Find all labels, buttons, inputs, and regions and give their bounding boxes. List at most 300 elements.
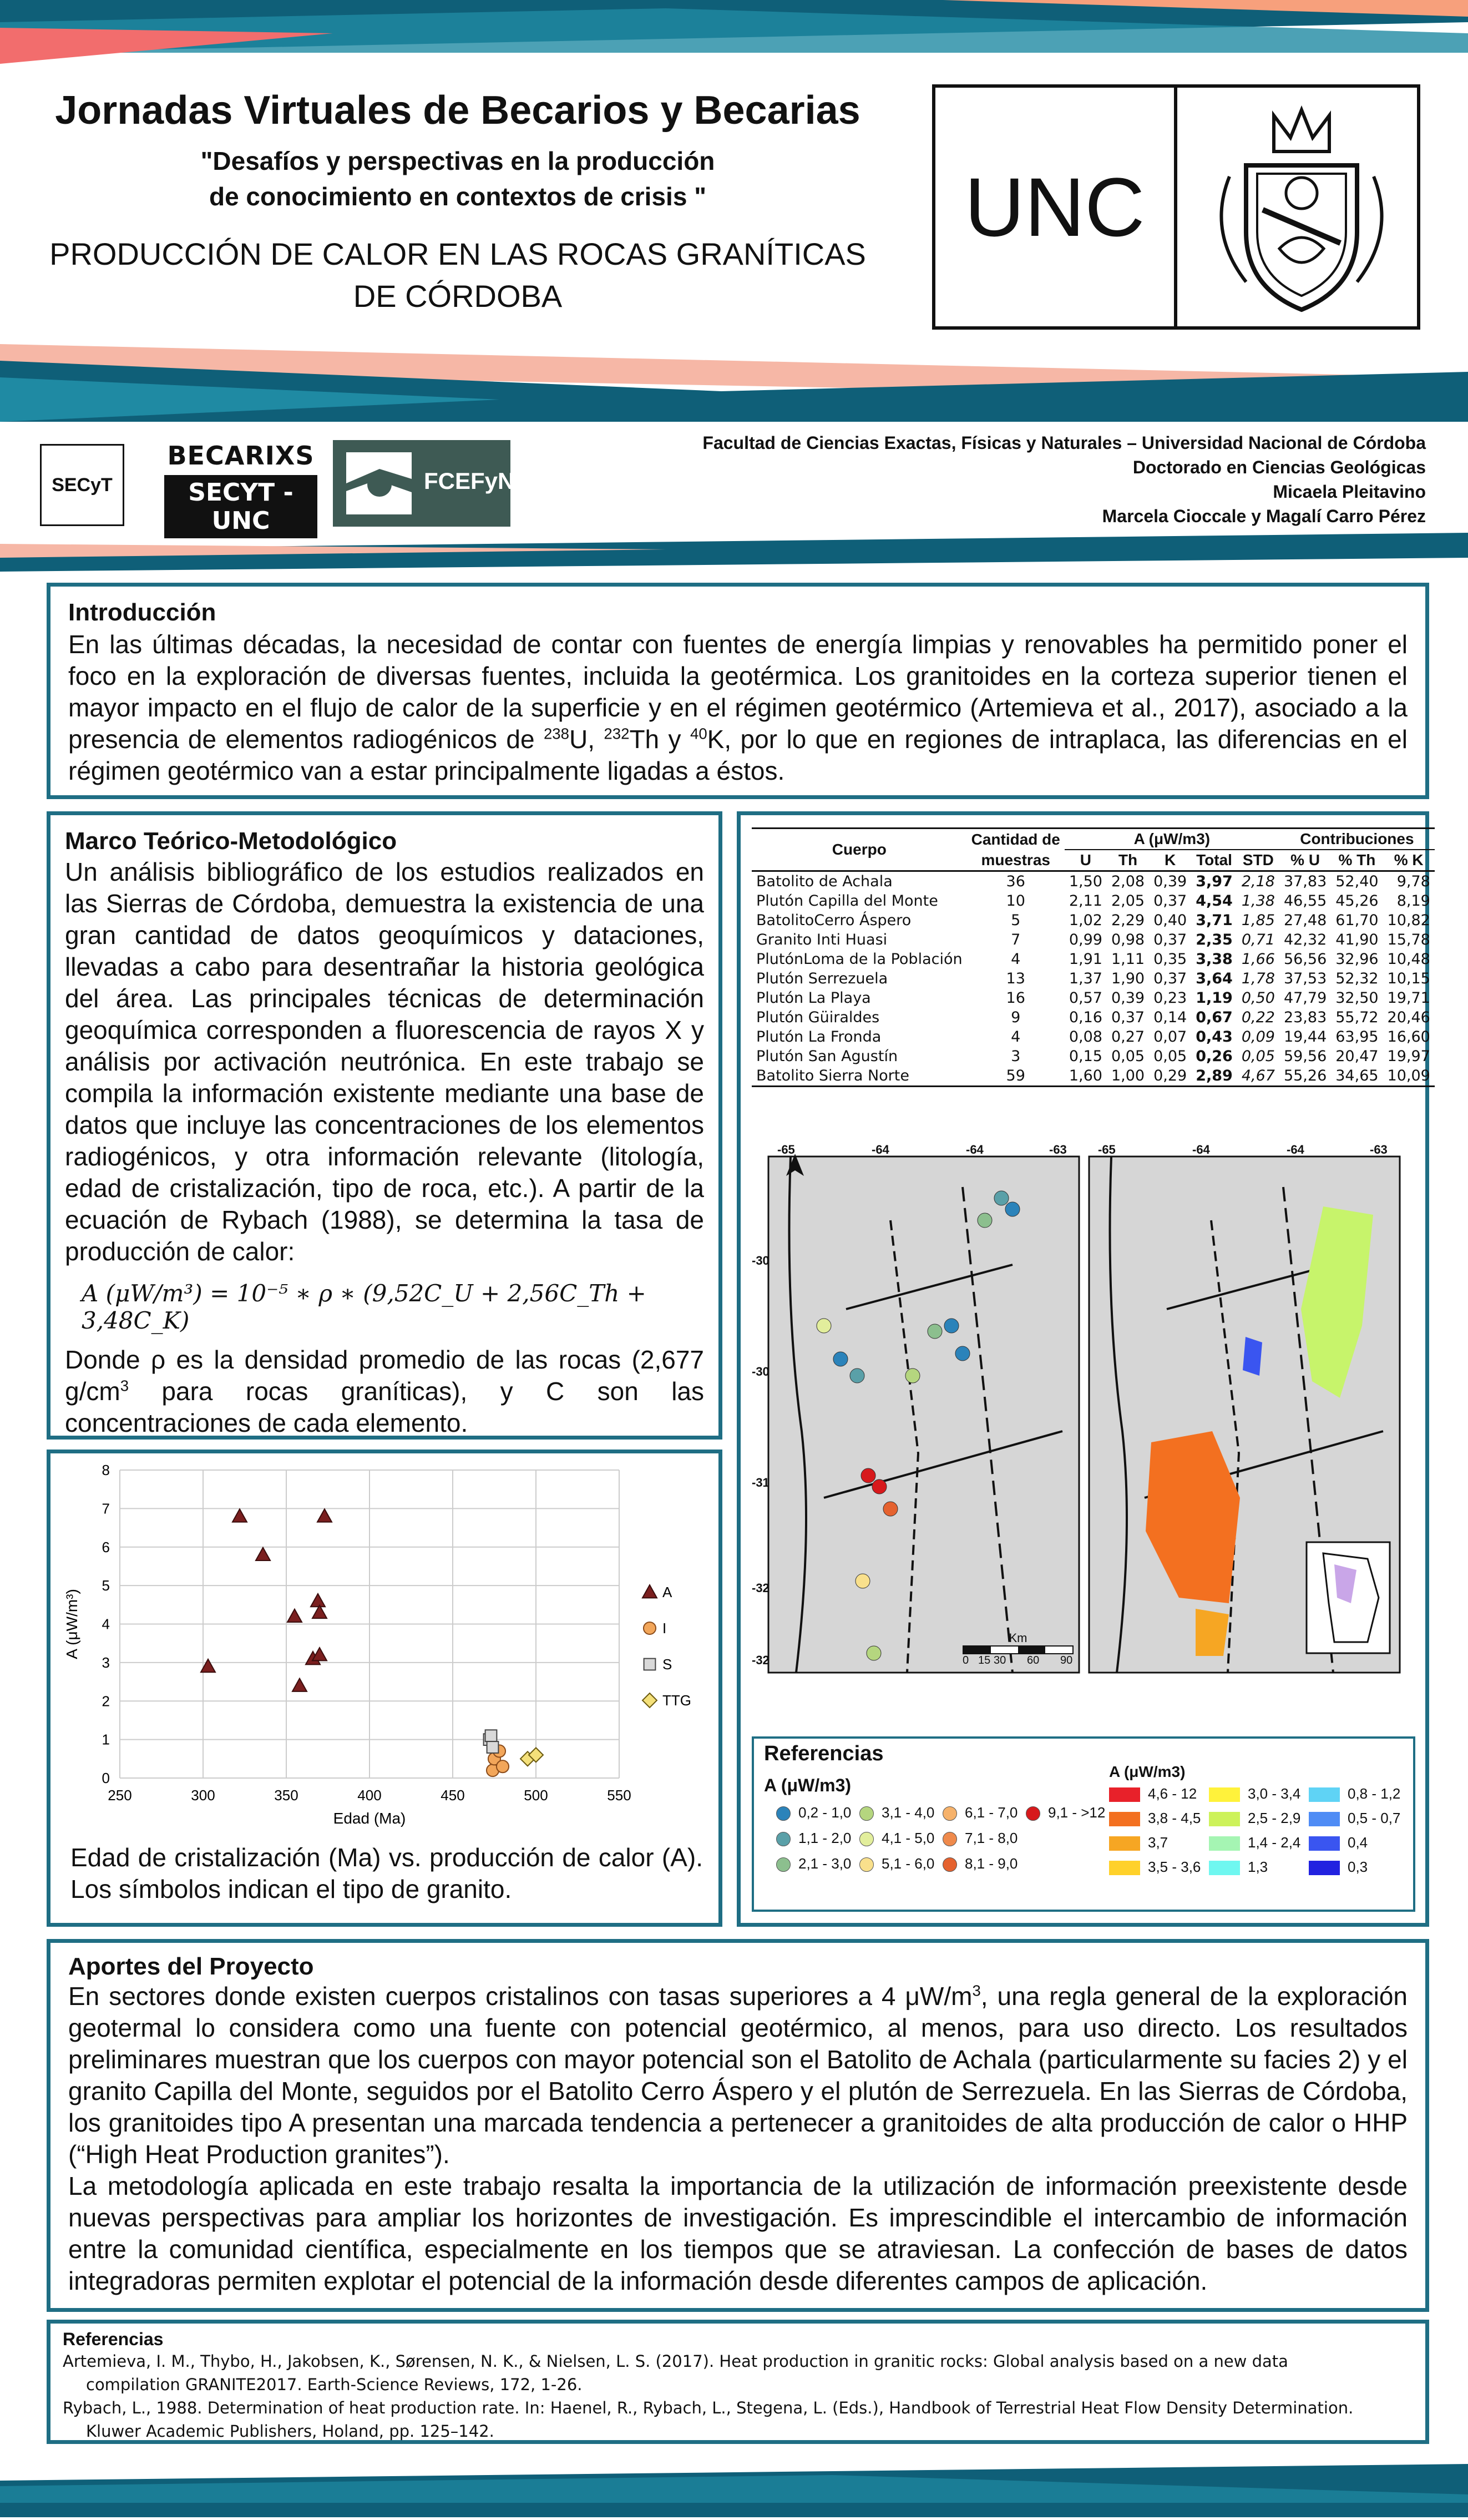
cell-th: 1,90 (1111, 970, 1145, 987)
cell-pu: 23,83 (1283, 1009, 1327, 1026)
cell-u: 0,08 (1069, 1028, 1102, 1046)
lon-label: -63 (1370, 1143, 1388, 1157)
unc-logo (932, 84, 1420, 330)
legend-left-item (776, 1804, 851, 1821)
col-pk: % K (1394, 851, 1424, 868)
y-tick-label: 8 (102, 1462, 110, 1478)
col-pu: % U (1290, 851, 1320, 868)
x-tick-label: 400 (357, 1787, 382, 1804)
scale-tick: 30 (994, 1654, 1006, 1666)
col-contrib: Contribuciones (1279, 829, 1435, 850)
cell-std: 0,09 (1241, 1028, 1275, 1046)
reference-2 (63, 2396, 1413, 2443)
cell-pk: 10,15 (1387, 970, 1430, 987)
cell-pth: 52,32 (1335, 970, 1379, 987)
aportes-text-2: La metodología aplicada en este trabajo resalta la importancia de la utilización de información preexistente desde nuevas perspectivas para ampliar los horizontes de investigación. Es imprescindible el intercambio de información entre la comunidad científica, especialmente en los tiempos que se atraviesan. La confección de bases de datos integradoras permiten explotar el potencial de la información desde diferentes campos de aplicación. (68, 2171, 1408, 2295)
legend-label: 0,2 - 1,0 (798, 1804, 852, 1821)
legend-right-title: A (μW/m3) (1109, 1763, 1186, 1780)
cell-std: 0,71 (1241, 931, 1275, 948)
legend-left-title: A (μW/m3) (764, 1775, 852, 1795)
cell-k: 0,29 (1153, 1067, 1187, 1084)
cell-count: 10 (1006, 892, 1025, 910)
fcefyn-emblem-icon (346, 452, 412, 514)
legend-label: 3,5 - 3,6 (1148, 1859, 1201, 1875)
legend-dot-icon (776, 1857, 791, 1872)
lon-label: -64 (872, 1143, 889, 1157)
lon-label: -64 (966, 1143, 984, 1157)
cell-u: 1,02 (1069, 912, 1102, 929)
data-point (256, 1548, 270, 1561)
marco-text: Un análisis bibliográfico de los estudios realizados en las Sierras de Córdoba, demuestra la existencia de una gran cantidad de datos geoquímicos y dataciones, llevadas a cabo para desentrañar la historia geológica del área. Las principales técnicas de determinación geoquímica corresponden a fluorescencia de rayos X y análisis por activación neutrónica. En este trabajo se compila la información existente mediante una base de datos que incluye las concentraciones de los elementos radiogénicos, y otra información relevante (litología, edad de cristalización, tipo de roca, etc.). A partir de la ecuación de Rybach (1988), se determina la tasa de producción de calor: (65, 857, 704, 1266)
cell-k: 0,37 (1153, 892, 1187, 910)
legend-swatch-icon (1209, 1836, 1240, 1851)
cell-total: 3,64 (1196, 970, 1233, 987)
reference-1 (63, 2350, 1413, 2396)
aportes-panel (47, 1939, 1429, 2312)
cell-std: 0,50 (1241, 989, 1275, 1007)
cell-th: 0,98 (1111, 931, 1145, 948)
legend-label: 3,8 - 4,5 (1148, 1810, 1201, 1826)
cell-pu: 55,26 (1283, 1067, 1327, 1084)
cell-pu: 56,56 (1283, 951, 1327, 968)
col-muestras: muestras (981, 851, 1050, 868)
y-tick-label: 1 (102, 1731, 110, 1748)
cell-th: 2,08 (1111, 873, 1145, 890)
cell-std: 1,38 (1241, 892, 1275, 910)
cell-std: 0,05 (1241, 1048, 1275, 1065)
legend-label: 8,1 - 9,0 (965, 1855, 1018, 1872)
cell-u: 1,50 (1069, 873, 1102, 890)
subtitle-line-2: de conocimiento en contextos de crisis " (209, 182, 707, 211)
cell-pu: 47,79 (1283, 989, 1327, 1007)
lon-label: -65 (777, 1143, 795, 1157)
legend-dot-icon (943, 1857, 957, 1872)
legend-label: 4,6 - 12 (1148, 1785, 1197, 1802)
cell-k: 0,39 (1153, 873, 1187, 890)
mid-decor (0, 339, 1468, 422)
map-legend-title: Referencias (764, 1742, 884, 1765)
cell-total: 1,19 (1196, 989, 1233, 1007)
lon-labels-right (1098, 1143, 1398, 1156)
legend-dot-icon (776, 1806, 791, 1821)
legend-label: 1,3 (1248, 1859, 1268, 1875)
maps-svg (752, 1143, 1415, 1698)
legend-marker (644, 1622, 656, 1634)
event-title: Jornadas Virtuales de Becarios y Becarias (55, 88, 860, 133)
cell-pth: 34,65 (1335, 1067, 1379, 1084)
cell-std: 2,18 (1241, 873, 1275, 890)
info-bottom-decor (0, 533, 1468, 572)
legend-marker (642, 1693, 657, 1708)
cell-pu: 27,48 (1283, 912, 1327, 929)
marco-text-2a: Donde ρ es la densidad promedio de las rocas (2,677 g/cm (65, 1345, 704, 1406)
data-point (287, 1609, 302, 1622)
cell-total: 2,35 (1196, 931, 1233, 948)
legend-swatch-icon (1209, 1861, 1240, 1875)
intro-sup-k: 40 (690, 725, 707, 743)
legend-label: 1,1 - 2,0 (798, 1830, 852, 1846)
legend-left-item (859, 1804, 934, 1821)
cell-th: 0,37 (1111, 1009, 1145, 1026)
y-tick-label: 0 (102, 1770, 110, 1786)
cell-pk: 10,82 (1387, 912, 1430, 929)
legend-right-item (1209, 1810, 1300, 1827)
chart-caption: Edad de cristalización (Ma) vs. producción de calor (A). Los símbolos indican el tipo de granito. (70, 1843, 703, 1903)
becarixs-text: BECARIXS (167, 441, 315, 471)
legend-right-item (1109, 1834, 1168, 1851)
legend-dot-icon (943, 1806, 957, 1821)
cell-count: 4 (1011, 951, 1021, 968)
cell-name: Plutón La Playa (756, 989, 871, 1007)
cell-total: 3,71 (1196, 912, 1233, 929)
cell-pth: 55,72 (1335, 1009, 1379, 1026)
legend-dot-icon (943, 1832, 957, 1846)
data-point (487, 1741, 499, 1753)
legend-dot-icon (776, 1832, 791, 1846)
references-title: Referencias (63, 2329, 164, 2349)
legend-left-item (943, 1830, 1018, 1847)
legend-marker (642, 1585, 657, 1598)
scatter-chart (50, 1453, 718, 1836)
reference-1-line-2: compilation GRANITE2017. Earth-Science Reviews, 172, 1-26. (86, 2375, 583, 2394)
scale-label: Km (1009, 1631, 1027, 1645)
legend-right-item (1309, 1834, 1368, 1851)
col-std: STD (1242, 851, 1274, 868)
cell-pth: 63,95 (1335, 1028, 1379, 1046)
legend-right-item (1109, 1859, 1201, 1876)
legend-left-item (943, 1855, 1018, 1872)
cell-pth: 20,47 (1335, 1048, 1379, 1065)
becarixs-logo (164, 441, 317, 538)
cell-k: 0,37 (1153, 970, 1187, 987)
legend-swatch-icon (1109, 1861, 1140, 1875)
cell-name: Granito Inti Huasi (756, 931, 888, 948)
cell-name: PlutónLoma de la Población (756, 951, 963, 968)
y-tick-label: 2 (102, 1693, 110, 1710)
legend-dot-icon (859, 1832, 874, 1846)
cell-u: 2,11 (1069, 892, 1102, 910)
legend-label: 0,3 (1348, 1859, 1368, 1875)
lat-label: -30 (752, 1254, 770, 1267)
fcefyn-text: FCEFyN (424, 468, 515, 494)
col-cantidad: Cantidad de (971, 830, 1060, 848)
legend-swatch-icon (1309, 1812, 1340, 1826)
legend-swatch-icon (1209, 1787, 1240, 1802)
cell-total: 3,97 (1196, 873, 1233, 890)
cell-count: 36 (1006, 873, 1025, 890)
data-point (497, 1760, 509, 1772)
cell-k: 0,23 (1153, 989, 1187, 1007)
reference-1-line-1: Artemieva, I. M., Thybo, H., Jakobsen, K., Sørensen, N. K., & Nielsen, L. S. (2017). Heat production in granitic rocks: Global analysis based on a new data (63, 2352, 1288, 2371)
secyt-unc-text: SECYT -UNC (164, 475, 317, 538)
cell-std: 0,22 (1241, 1009, 1275, 1026)
col-th: Th (1118, 851, 1138, 868)
intro-text-u: U, (569, 725, 604, 754)
y-tick-label: 3 (102, 1654, 110, 1671)
legend-label: 0,5 - 0,7 (1348, 1810, 1401, 1826)
y-tick-label: 5 (102, 1577, 110, 1594)
legend-label: 6,1 - 7,0 (965, 1804, 1018, 1821)
table-row (752, 871, 1435, 892)
cell-k: 0,14 (1153, 1009, 1187, 1026)
table-header-row-1 (752, 829, 1435, 850)
x-axis-label: Edad (Ma) (333, 1810, 406, 1827)
cell-total: 2,89 (1196, 1067, 1233, 1084)
lon-labels-left (777, 1143, 1077, 1156)
cell-pk: 10,09 (1387, 1067, 1430, 1084)
x-tick-label: 450 (441, 1787, 465, 1804)
cell-th: 0,27 (1111, 1028, 1145, 1046)
production-table-wrap (752, 827, 1430, 1087)
cell-pk: 19,97 (1387, 1048, 1430, 1065)
table-row (752, 969, 1435, 988)
cell-total: 3,38 (1196, 951, 1233, 968)
cell-pk: 8,19 (1396, 892, 1430, 910)
cell-std: 4,67 (1241, 1067, 1275, 1084)
legend-label: 1,4 - 2,4 (1248, 1834, 1301, 1851)
cell-name: Plutón Serrezuela (756, 970, 888, 987)
cell-th: 0,39 (1111, 989, 1145, 1007)
intro-text-th: Th y (629, 725, 690, 754)
legend-series-label: I (662, 1620, 667, 1637)
legend-swatch-icon (1109, 1812, 1140, 1826)
legend-label: 7,1 - 8,0 (965, 1830, 1018, 1846)
cell-u: 1,91 (1069, 951, 1102, 968)
cell-pk: 15,78 (1387, 931, 1430, 948)
cell-k: 0,05 (1153, 1048, 1187, 1065)
table-row (752, 1047, 1435, 1066)
cell-count: 9 (1011, 1009, 1021, 1026)
cell-name: Plutón La Fronda (756, 1028, 882, 1046)
poster-title (33, 233, 882, 317)
legend-right-item (1109, 1785, 1197, 1802)
unc-logo-text: UNC (935, 88, 1177, 326)
y-tick-label: 6 (102, 1538, 110, 1556)
legend-right-item (1209, 1785, 1300, 1802)
legend-right-item (1209, 1834, 1300, 1851)
scale-tick: 0 (963, 1654, 969, 1666)
cell-std: 1,66 (1241, 951, 1275, 968)
lat-label: -31 (752, 1476, 770, 1489)
cell-pth: 32,96 (1335, 951, 1379, 968)
legend-left-item (776, 1855, 851, 1872)
cell-name: Plutón San Agustín (756, 1048, 898, 1065)
table-row (752, 891, 1435, 911)
cell-total: 0,67 (1196, 1009, 1233, 1026)
table-row (752, 1066, 1435, 1087)
intro-title: Introducción (68, 599, 216, 626)
marco-text-2 (65, 1344, 704, 1439)
lon-label: -64 (1287, 1143, 1304, 1157)
maps-area (752, 1143, 1415, 1698)
col-pth: % Th (1338, 851, 1376, 868)
col-a-group: A (μW/m3) (1065, 829, 1279, 850)
scale-bar (963, 1631, 1074, 1668)
cell-pk: 20,46 (1387, 1009, 1430, 1026)
y-axis-label: A (μW/m³) (63, 1589, 80, 1659)
cell-pu: 59,56 (1283, 1048, 1327, 1065)
cell-pu: 37,53 (1283, 970, 1327, 987)
cell-pu: 37,83 (1283, 873, 1327, 890)
legend-swatch-icon (1109, 1836, 1140, 1851)
cell-pth: 61,70 (1335, 912, 1379, 929)
cell-count: 3 (1011, 1048, 1021, 1065)
cell-u: 1,60 (1069, 1067, 1102, 1084)
cell-k: 0,07 (1153, 1028, 1187, 1046)
legend-left-item (943, 1804, 1018, 1821)
production-table (752, 827, 1435, 1087)
cell-pth: 45,26 (1335, 892, 1379, 910)
cell-std: 1,78 (1241, 970, 1275, 987)
marco-equation: A (μW/m³) = 10⁻⁵ ∗ ρ ∗ (9,52C_U + 2,56C_Th + 3,48C_K) (82, 1280, 646, 1334)
aportes-text (68, 1981, 1408, 2170)
legend-label: 2,1 - 3,0 (798, 1855, 852, 1872)
table-row (752, 1008, 1435, 1027)
cell-th: 2,05 (1111, 892, 1145, 910)
intro-text-a: En las últimas décadas, la necesidad de contar con fuentes de energía limpias y renovables ha permitido poner el foco en la exploración de diversas fuentes, incluida la geotérmica. Los granitoides en la corteza superior tienen el mayor impacto en el flujo de calor de la superficie y en el régimen geotérmico (Artemieva et al., 2017), asociado a la presencia de elementos radiogénicos de (68, 630, 1408, 754)
col-total: Total (1196, 851, 1232, 868)
y-tick-label: 7 (102, 1500, 110, 1517)
cell-name: Batolito Sierra Norte (756, 1067, 909, 1084)
data-point (292, 1679, 307, 1691)
scale-ticks (963, 1654, 1074, 1668)
cell-pk: 10,48 (1387, 951, 1430, 968)
scale-tick: 90 (1060, 1654, 1073, 1666)
lon-label: -63 (1049, 1143, 1067, 1157)
cell-th: 2,29 (1111, 912, 1145, 929)
legend-right-item (1309, 1785, 1400, 1802)
legend-right-item (1309, 1859, 1368, 1876)
cell-k: 0,37 (1153, 931, 1187, 948)
cell-u: 0,15 (1069, 1048, 1102, 1065)
results-panel (737, 811, 1429, 1927)
cell-count: 59 (1006, 1067, 1025, 1084)
cell-total: 0,43 (1196, 1028, 1233, 1046)
cell-name: Batolito de Achala (756, 873, 893, 890)
legend-label: 5,1 - 6,0 (882, 1855, 935, 1872)
legend-label: 9,1 - >12 (1048, 1804, 1106, 1821)
x-tick-label: 300 (191, 1787, 215, 1804)
marco-text-2-sup: 3 (120, 1377, 129, 1395)
cell-th: 1,11 (1111, 951, 1145, 968)
cell-u: 1,37 (1069, 970, 1102, 987)
lat-label: -32 (752, 1653, 770, 1667)
lat-label: -30 (752, 1365, 770, 1378)
intro-text-b: K, por lo que en regiones de intraplaca, las diferencias en el régimen geotérmico van a estar principalmente ligadas a éstos. (68, 725, 1408, 785)
cell-u: 0,16 (1069, 1009, 1102, 1026)
affil-line-1: Facultad de Ciencias Exactas, Físicas y Naturales – Universidad Nacional de Córdoba (702, 433, 1426, 453)
event-subtitle (33, 143, 882, 214)
subtitle-line-1: "Desafíos y perspectivas en la producción (200, 147, 715, 175)
cell-count: 5 (1011, 912, 1021, 929)
data-point (485, 1730, 497, 1741)
intro-panel (47, 583, 1429, 799)
cell-pk: 16,60 (1387, 1028, 1430, 1046)
affil-line-4: Marcela Cioccale y Magalí Carro Pérez (1102, 506, 1426, 526)
intro-text (68, 629, 1408, 787)
x-tick-label: 500 (524, 1787, 548, 1804)
x-tick-label: 350 (274, 1787, 298, 1804)
table-row (752, 911, 1435, 930)
legend-right-item (1109, 1810, 1201, 1827)
cell-count: 4 (1011, 1028, 1021, 1046)
legend-label: 3,7 (1148, 1834, 1168, 1851)
cell-pu: 19,44 (1283, 1028, 1327, 1046)
legend-swatch-icon (1309, 1861, 1340, 1875)
chart-panel (47, 1450, 722, 1927)
data-point (317, 1509, 332, 1522)
cell-th: 1,00 (1111, 1067, 1145, 1084)
legend-dot-icon (859, 1857, 874, 1872)
cell-u: 0,99 (1069, 931, 1102, 948)
legend-marker (644, 1659, 656, 1670)
cell-count: 16 (1006, 989, 1025, 1007)
aportes-title: Aportes del Proyecto (68, 1953, 314, 1980)
cell-name: Plutón Güiraldes (756, 1009, 880, 1026)
table-row (752, 930, 1435, 950)
legend-swatch-icon (1109, 1787, 1140, 1802)
cell-name: Plutón Capilla del Monte (756, 892, 938, 910)
cell-pth: 41,90 (1335, 931, 1379, 948)
lon-label: -65 (1098, 1143, 1116, 1157)
data-point (232, 1509, 247, 1522)
unc-seal-icon (1196, 99, 1407, 321)
scale-tick: 60 (1027, 1654, 1040, 1666)
intro-sup-u: 238 (543, 725, 569, 743)
secyt-logo: SECyT (40, 444, 124, 526)
cell-count: 7 (1011, 931, 1021, 948)
marco-text-2b: para rocas graníticas), y C son las concentraciones de cada elemento. (65, 1377, 704, 1437)
cell-pk: 19,71 (1387, 989, 1430, 1007)
cell-total: 0,26 (1196, 1048, 1233, 1065)
legend-label: 0,4 (1348, 1834, 1368, 1851)
legend-swatch-icon (1309, 1836, 1340, 1851)
lon-label: -64 (1192, 1143, 1210, 1157)
affil-line-2: Doctorado en Ciencias Geológicas (1132, 457, 1426, 477)
legend-dot-icon (1026, 1806, 1040, 1821)
legend-series-label: A (662, 1584, 672, 1600)
legend-label: 0,8 - 1,2 (1348, 1785, 1401, 1802)
reference-2-line-2: Kluwer Academic Publishers, Holand, pp. 125–142. (86, 2422, 494, 2441)
lat-label: -32 (752, 1581, 770, 1595)
legend-label: 3,0 - 3,4 (1248, 1785, 1301, 1802)
cell-count: 13 (1006, 970, 1025, 987)
legend-series-label: TTG (662, 1692, 691, 1709)
aportes-sup: 3 (972, 1982, 981, 1999)
col-k: K (1165, 851, 1176, 868)
cell-k: 0,40 (1153, 912, 1187, 929)
legend-right-item (1309, 1810, 1400, 1827)
data-point (311, 1594, 325, 1607)
scale-tick: 15 (978, 1654, 991, 1666)
cell-total: 4,54 (1196, 892, 1233, 910)
affil-line-3: Micaela Pleitavino (1273, 482, 1426, 502)
legend-right-item (1209, 1859, 1268, 1876)
marco-panel (47, 811, 722, 1440)
cell-k: 0,35 (1153, 951, 1187, 968)
title-line-2: DE CÓRDOBA (353, 279, 563, 314)
map-legend (752, 1736, 1415, 1912)
cell-th: 0,05 (1111, 1048, 1145, 1065)
cell-pth: 32,50 (1335, 989, 1379, 1007)
cell-pu: 46,55 (1283, 892, 1327, 910)
legend-label: 3,1 - 4,0 (882, 1804, 935, 1821)
legend-left-item (859, 1855, 934, 1872)
legend-swatch-icon (1309, 1787, 1340, 1802)
table-row (752, 988, 1435, 1008)
bottom-decor (0, 2464, 1468, 2517)
col-u: U (1080, 851, 1091, 868)
